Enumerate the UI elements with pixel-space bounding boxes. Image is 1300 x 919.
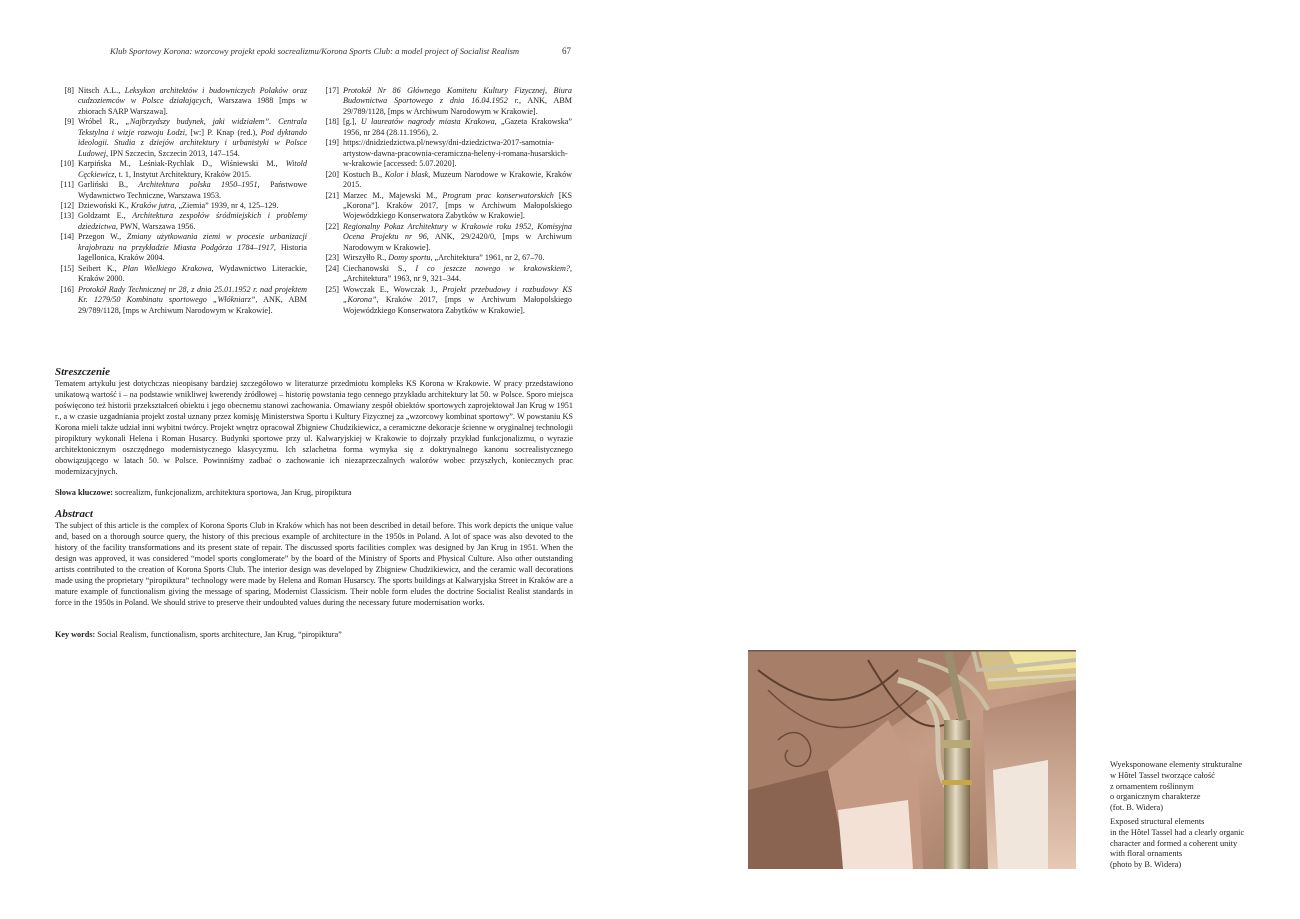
reference-text: Protokół Nr 86 Głównego Komitetu Kultury Fizycznej, Biura Budownictwa Sportowego z dnia 16.04.1952 r., ANK, ABM 29/789/1128, [mps w Archiwum Narodowym w Krakowie]. — [343, 86, 573, 116]
reference-text: Nitsch A.L., Leksykon architektów i budowniczych Polaków oraz cudzoziemców w Polsce działających, Warszawa 1988 [mps w zbiorach SARP Warszawa]. — [78, 86, 307, 116]
references-right-column — [320, 86, 572, 316]
reference-number: [12] — [60, 200, 74, 210]
reference-number: [19] — [325, 138, 339, 148]
reference-number: [20] — [325, 169, 339, 179]
reference-number: [22] — [325, 221, 339, 231]
abstract-keywords — [55, 630, 573, 641]
keywords-label-pl: Słowa kluczowe: — [55, 488, 113, 497]
reference-number: [16] — [60, 284, 74, 294]
page-number: 67 — [562, 46, 571, 56]
running-head: Klub Sportowy Korona: wzorcowy projekt epoki socrealizmu/Korona Sports Club: a model project of Socialist Realism — [110, 46, 520, 56]
reference-number: [14] — [60, 232, 74, 242]
reference-number: [8] — [64, 86, 74, 95]
caption-line: Wyeksponowane elementy strukturalne — [1110, 760, 1243, 769]
reference-item — [55, 264, 307, 285]
streszczenie-heading: Streszczenie — [55, 366, 110, 378]
streszczenie-text: Tematem artykułu jest dotychczas nieopisany bardziej szczegółowo w literaturze przedmiotu kompleks KS Korona w Krakowie. W pracy przedstawiono unikatową wartość i – na podstawie wnikliwej kwerendy źródłowej – historię powstania tego cennego przykładu architektury lat 50. w Polsce. Sporo miejsca poświęcono też historii przekształceń obiektu i jego obecnemu stanowi zachowania. Omawiany zespół obiektów sportowych zaprojektował Jan Krug w 1951 r., a w czasie uzgadniania projekt został uznany przez komisję Ministerstwa Sportu i Kultury Fizycznej za „wzorcowy kombinat sportowy”. W powstaniu KS Korona mieli także udział inni wybitni twórcy. Projekt wnętrz opracował Zbigniew Chudzikiewicz, a ceramiczne dekoracje ścienne w oryginalnej technologii piropiktury wykonali Helena i Roman Husarcy. Budynki sportowe przy ul. Kalwaryjskiej w Krakowie to dojrzały przykład funkcjonalizmu, o wyrazie architektonicznym oszczędnego modernistycznego klasycyzmu. Ich szlachetna forma wymyka się z doktrynalnego kanonu socrealistycznego obowiązującego w latach 50. w Polsce. Powinniśmy zadbać o zachowanie ich niezaprzeczalnych walorów wobec przyszłych, koniecznych prac modernizacyjnych. — [55, 379, 573, 476]
reference-number: [18] — [325, 117, 339, 127]
keywords-label-en: Key words: — [55, 630, 96, 639]
reference-item — [55, 86, 307, 117]
reference-item — [320, 264, 572, 285]
reference-item — [320, 222, 572, 253]
reference-item — [320, 170, 572, 191]
reference-item — [55, 117, 307, 159]
reference-text: Karpińska M., Leśniak-Rychlak D., Wiśniewski M., Witold Cęckiewicz, t. 1, Instytut Architektury, Kraków 2015. — [78, 159, 307, 179]
reference-text: Goldzamt E., Architektura zespołów śródmiejskich i problemy dziedzictwa, PWN, Warszawa 1956. — [78, 211, 307, 231]
reference-number: [9] — [64, 117, 74, 127]
abstract-text: The subject of this article is the complex of Korona Sports Club in Kraków which has not been described in detail before. This work depicts the unique value and, based on a thorough source query, the history of this precious example of architecture in the 1950s in Poland. A lot of space was also devoted to the history of the facility transformations and its present state of repair. The discussed sports facilities complex was designed by Jan Krug in 1951. When the design was approved, it was considered “model sports conglomerate” by the board of the Ministry of Sports and Physical Culture. Also other outstanding artists contributed to the creation of Korona Sports Club. The interior design was developed by Zbigniew Chudzikiewicz, and the ceramic wall decorations made using the proprietary “piropiktura” technology were made by Helena and Roman Husarscy. The sports buildings at Kalwaryjska Street in Kraków are a mature example of functionalism giving the message of sparing, Modernist Classicism. Their noble form eludes the doctrine Socialist Realist standards in force in the 1950s in Poland. We should strive to preserve their undoubted values during the necessary future modernisation works. — [55, 521, 573, 607]
reference-item — [320, 117, 572, 138]
abstract-heading: Abstract — [55, 508, 93, 520]
keywords-en: Social Realism, functionalism, sports architecture, Jan Krug, “piropiktura” — [97, 630, 342, 639]
reference-text: Seibert K., Plan Wielkiego Krakowa, Wydawnictwo Literackie, Kraków 2000. — [78, 263, 307, 284]
caption-line: in the Hôtel Tassel had a clearly organic — [1110, 827, 1245, 837]
streszczenie-keywords — [55, 488, 573, 499]
caption-line: o organicznym charakterze — [1110, 792, 1201, 802]
reference-number: [10] — [60, 159, 74, 169]
reference-item — [320, 138, 572, 169]
reference-number: [25] — [325, 284, 339, 294]
reference-number: [17] — [325, 86, 339, 95]
reference-text: Garliński B., Architektura polska 1950–1951, Państwowe Wydawnictwo Techniczne, Warszawa 1953. — [78, 180, 307, 200]
reference-item — [55, 285, 307, 316]
reference-text: Wirszyłło R., Domy sportu, „Architektura” 1961, nr 2, 67–70. — [343, 253, 545, 263]
caption-line: z ornamentem roślinnym — [1110, 781, 1194, 791]
reference-item — [320, 285, 572, 316]
reference-item — [320, 191, 572, 222]
reference-text: [g.], U laureatów nagrody miasta Krakowa, „Gazeta Krakowska” 1956, nr 284 (28.11.1956), 2. — [343, 117, 572, 137]
caption-line: character and formed a coherent unity — [1110, 838, 1238, 848]
reference-text: Dziewoński K., Kraków jutra, „Ziemia” 1939, nr 4, 125–129. — [78, 200, 279, 210]
reference-item — [55, 201, 307, 211]
reference-text: Kostuch B., Kolor i blask, Muzeum Narodowe w Krakowie, Kraków 2015. — [343, 169, 572, 190]
reference-text: https://dnidziedzictwa.pl/newsy/dni-dziedzictwa-2017-samotnia-artystow-dawna-pracownia-ceramiczna-heleny-i-romana-husarskich-w-krakowie [accessed: 5.07.2020]. — [343, 138, 568, 169]
reference-item — [320, 253, 572, 263]
reference-number: [13] — [60, 211, 74, 221]
figure-caption-pl — [1110, 760, 1270, 814]
reference-text: Regionalny Pokaz Architektury w Krakowie roku 1952, Komisyjna Ocena Projektu nr 96, ANK, 29/2420/0, [mps w Archiwum Narodowym w Krakowie]. — [343, 221, 573, 252]
reference-number: [21] — [325, 190, 339, 200]
caption-line: (photo by B. Widera) — [1110, 860, 1182, 870]
reference-text: Ciechanowski S., I co jeszcze nowego w krakowskiem?, „Architektura” 1963, nr 9, 321–344. — [343, 263, 572, 284]
reference-item — [320, 86, 572, 117]
hotel-tassel-photo — [748, 650, 1076, 869]
photo-drawing — [748, 650, 1076, 869]
reference-number: [23] — [325, 253, 339, 263]
reference-item — [55, 159, 307, 180]
reference-item — [55, 211, 307, 232]
figure-caption-en — [1110, 817, 1270, 871]
caption-line: with floral ornaments — [1110, 849, 1183, 859]
keywords-pl: socrealizm, funkcjonalizm, architektura sportowa, Jan Krug, piropiktura — [115, 488, 352, 497]
reference-text: Wowczak E., Wowczak J., Projekt przebudowy i rozbudowy KS „Korona”, Kraków 2017, [mps w Archiwum Małopolskiego Wojewódzkiego Konserwatora Zabytków w Krakowie]. — [343, 284, 572, 315]
reference-text: Przegon W., Zmiany użytkowania ziemi w procesie urbanizacji krajobrazu na przykładzie Miasta Podgórza 1784–1917, Historia Iagellonica, Kraków 2004. — [78, 232, 307, 263]
caption-line: Exposed structural elements — [1110, 817, 1205, 826]
reference-text: Wróbel R., „Najbrzydszy budynek, jaki widziałem”. Centrala Tekstylna i wizje rozwoju Łodzi, [w:] P. Knap (red.), Pod dyktando ideologii. Studia z dziejów architektury i urbanistyki w Polsce Ludowej, IPN Szczecin, Szczecin 2013, 147–154. — [78, 117, 307, 158]
reference-text: Marzec M., Majewski M., Program prac konserwatorskich [KS „Korona”]. Kraków 2017, [mps w Archiwum Małopolskiego Wojewódzkiego Konserwatora Zabytków w Krakowie]. — [343, 190, 572, 221]
reference-text: Protokół Rady Technicznej nr 28, z dnia 25.01.1952 r. nad projektem Kr. 1279/50 Kombinatu sportowego „Włókniarz”, ANK, ABM 29/789/1128, [mps w Archiwum Narodowym w Krakowie]. — [78, 284, 307, 315]
reference-item — [55, 232, 307, 263]
reference-number: [15] — [60, 263, 74, 273]
reference-item — [55, 180, 307, 201]
reference-number: [24] — [325, 263, 339, 273]
caption-line: (fot. B. Widera) — [1110, 803, 1163, 813]
reference-number: [11] — [60, 180, 74, 190]
references-left-column — [55, 86, 307, 316]
caption-line: w Hôtel Tassel tworzące całość — [1110, 770, 1215, 780]
